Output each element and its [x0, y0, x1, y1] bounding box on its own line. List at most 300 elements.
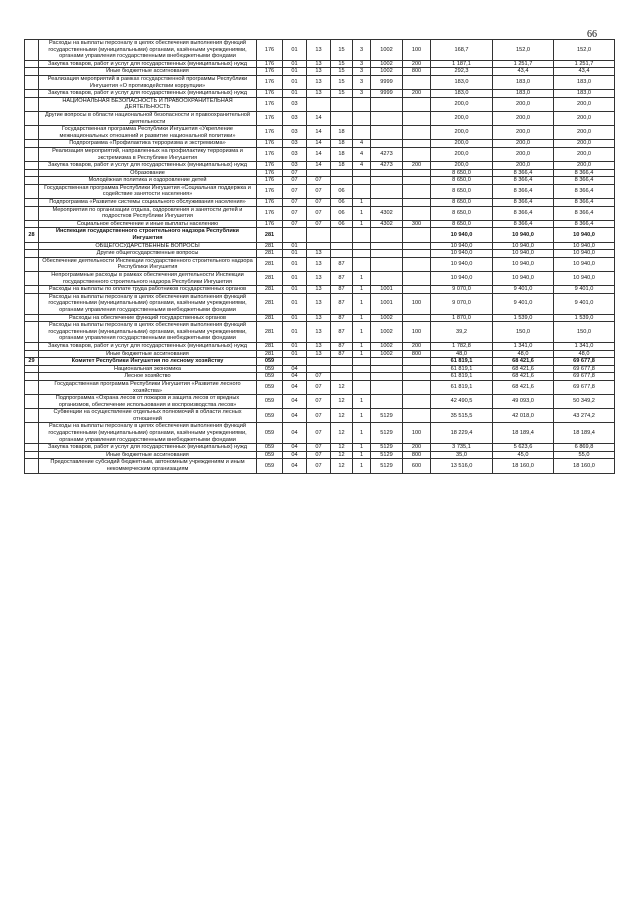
ministry-code-cell: 059	[257, 395, 283, 409]
amount-year1-cell: 48,0	[431, 350, 493, 358]
expense-type-code-cell: 100	[403, 423, 431, 444]
row-number-cell	[25, 272, 39, 286]
amount-year1-cell: 61 819,1	[431, 365, 493, 373]
section-code-cell: 01	[283, 286, 307, 294]
amount-year2-cell: 68 421,6	[493, 380, 554, 394]
table-row	[25, 90, 615, 98]
amount-year1-cell: 3 735,1	[431, 444, 493, 452]
expense-name-cell: Расходы на выплаты персоналу в целях обеспечения выполнения функций государственными (муниципальными) органами, казёнными учреждениями, органами управления государственными внебюджетными фондами	[39, 40, 257, 61]
table-row	[25, 228, 615, 242]
expense-name-cell: Обеспечение деятельности Инспекции государственного строительного надзора Республики Ингушетия	[39, 257, 257, 271]
direction-code-cell	[371, 380, 403, 394]
program-code-cell: 12	[331, 444, 353, 452]
row-number-cell	[25, 177, 39, 185]
subprogram-code-cell: 4	[353, 147, 371, 161]
row-number-cell	[25, 409, 39, 423]
program-code-cell: 18	[331, 140, 353, 148]
ministry-code-cell: 059	[257, 380, 283, 394]
expense-type-code-cell	[403, 206, 431, 220]
section-code-cell: 01	[283, 342, 307, 350]
subsection-code-cell: 13	[307, 314, 331, 322]
ministry-code-cell: 176	[257, 199, 283, 207]
program-code-cell: 18	[331, 126, 353, 140]
section-code-cell: 07	[283, 199, 307, 207]
amount-year3-cell: 69 677,8	[554, 358, 615, 366]
subsection-code-cell: 13	[307, 342, 331, 350]
amount-year3-cell: 55,0	[554, 451, 615, 459]
subsection-code-cell: 07	[307, 380, 331, 394]
amount-year3-cell: 1 539,0	[554, 314, 615, 322]
subprogram-code-cell	[353, 358, 371, 366]
ministry-code-cell: 059	[257, 451, 283, 459]
expense-type-code-cell	[403, 365, 431, 373]
program-code-cell: 87	[331, 342, 353, 350]
page-number: 66	[587, 29, 597, 40]
amount-year2-cell: 10 940,0	[493, 242, 554, 250]
expense-type-code-cell: 100	[403, 322, 431, 343]
program-code-cell: 18	[331, 162, 353, 170]
amount-year3-cell: 8 366,4	[554, 199, 615, 207]
amount-year1-cell: 1 782,8	[431, 342, 493, 350]
amount-year3-cell: 50 349,2	[554, 395, 615, 409]
expense-name-cell: Образование	[39, 169, 257, 177]
row-number-cell	[25, 220, 39, 228]
row-number-cell	[25, 373, 39, 381]
row-number-cell	[25, 90, 39, 98]
subprogram-code-cell: 1	[353, 451, 371, 459]
amount-year2-cell: 152,0	[493, 40, 554, 61]
amount-year3-cell: 8 366,4	[554, 177, 615, 185]
expense-name-cell: Закупка товаров, работ и услуг для государственных (муниципальных) нужд	[39, 60, 257, 68]
table-row	[25, 342, 615, 350]
ministry-code-cell: 281	[257, 257, 283, 271]
program-code-cell	[331, 373, 353, 381]
amount-year3-cell: 152,0	[554, 40, 615, 61]
section-code-cell: 01	[283, 293, 307, 314]
subprogram-code-cell: 1	[353, 293, 371, 314]
row-number-cell	[25, 286, 39, 294]
subprogram-code-cell: 4	[353, 140, 371, 148]
ministry-code-cell: 281	[257, 250, 283, 258]
row-number-cell	[25, 444, 39, 452]
row-number-cell	[25, 365, 39, 373]
ministry-code-cell: 281	[257, 350, 283, 358]
expense-type-code-cell	[403, 242, 431, 250]
ministry-code-cell: 176	[257, 40, 283, 61]
subsection-code-cell: 14	[307, 162, 331, 170]
table-row	[25, 126, 615, 140]
amount-year2-cell: 10 940,0	[493, 257, 554, 271]
section-code-cell: 07	[283, 220, 307, 228]
amount-year2-cell: 200,0	[493, 111, 554, 125]
expense-type-code-cell: 200	[403, 90, 431, 98]
program-code-cell: 18	[331, 147, 353, 161]
table-row	[25, 423, 615, 444]
section-code-cell: 04	[283, 373, 307, 381]
table-row	[25, 162, 615, 170]
expense-name-cell: Иные бюджетные ассигнования	[39, 451, 257, 459]
direction-code-cell: 5129	[371, 459, 403, 473]
amount-year1-cell: 18 229,4	[431, 423, 493, 444]
amount-year2-cell: 9 401,0	[493, 286, 554, 294]
amount-year3-cell: 200,0	[554, 126, 615, 140]
ministry-code-cell: 059	[257, 444, 283, 452]
amount-year3-cell: 18 189,4	[554, 423, 615, 444]
section-code-cell: 03	[283, 162, 307, 170]
program-code-cell: 15	[331, 90, 353, 98]
subsection-code-cell: 14	[307, 126, 331, 140]
amount-year3-cell: 200,0	[554, 111, 615, 125]
amount-year2-cell: 18 189,4	[493, 423, 554, 444]
subprogram-code-cell	[353, 111, 371, 125]
amount-year2-cell: 150,0	[493, 322, 554, 343]
subprogram-code-cell: 3	[353, 60, 371, 68]
section-code-cell: 03	[283, 97, 307, 111]
direction-code-cell: 1002	[371, 350, 403, 358]
table-row	[25, 409, 615, 423]
direction-code-cell	[371, 140, 403, 148]
section-code-cell: 04	[283, 459, 307, 473]
expense-name-cell: Расходы на выплаты персоналу в целях обеспечения выполнения функций государственными (муниципальными) органами, казёнными учреждениями, органами управления государственными внебюджетными фондами	[39, 322, 257, 343]
expense-name-cell: Расходы на обеспечение функций государственных органов	[39, 314, 257, 322]
subprogram-code-cell	[353, 228, 371, 242]
table-row	[25, 395, 615, 409]
ministry-code-cell: 176	[257, 177, 283, 185]
budget-table-body	[25, 40, 615, 474]
direction-code-cell	[371, 199, 403, 207]
direction-code-cell: 5129	[371, 409, 403, 423]
program-code-cell	[331, 358, 353, 366]
amount-year1-cell: 168,7	[431, 40, 493, 61]
table-row	[25, 322, 615, 343]
direction-code-cell: 9999	[371, 75, 403, 89]
table-row	[25, 242, 615, 250]
table-row	[25, 140, 615, 148]
amount-year1-cell: 200,0	[431, 162, 493, 170]
direction-code-cell	[371, 177, 403, 185]
subprogram-code-cell: 1	[353, 423, 371, 444]
expense-name-cell: Предоставление субсидий бюджетным, автономным учреждениям и иным некоммерческим организациям	[39, 459, 257, 473]
program-code-cell	[331, 169, 353, 177]
table-row	[25, 147, 615, 161]
subsection-code-cell: 13	[307, 90, 331, 98]
section-code-cell: 04	[283, 380, 307, 394]
expense-name-cell: Подпрограмма «Профилактика терроризма и экстремизма»	[39, 140, 257, 148]
table-row	[25, 272, 615, 286]
expense-name-cell: Подпрограмма «Охрана лесов от пожаров и защита лесов от вредных организмов, обеспечение использования и воспроизводства лесов»	[39, 395, 257, 409]
direction-code-cell: 4273	[371, 147, 403, 161]
subsection-code-cell: 07	[307, 220, 331, 228]
subprogram-code-cell: 4	[353, 162, 371, 170]
subsection-code-cell	[307, 365, 331, 373]
table-row	[25, 97, 615, 111]
direction-code-cell: 1002	[371, 40, 403, 61]
expense-name-cell: Комитет Республики Ингушетия по лесному хозяйству	[39, 358, 257, 366]
section-code-cell: 01	[283, 68, 307, 76]
table-row	[25, 373, 615, 381]
expense-type-code-cell	[403, 272, 431, 286]
direction-code-cell	[371, 250, 403, 258]
row-number-cell	[25, 75, 39, 89]
expense-name-cell: Закупка товаров, работ и услуг для государственных (муниципальных) нужд	[39, 342, 257, 350]
expense-type-code-cell	[403, 314, 431, 322]
expense-type-code-cell: 200	[403, 60, 431, 68]
subprogram-code-cell: 1	[353, 395, 371, 409]
expense-type-code-cell: 600	[403, 459, 431, 473]
program-code-cell: 87	[331, 293, 353, 314]
subprogram-code-cell	[353, 126, 371, 140]
subprogram-code-cell: 1	[353, 342, 371, 350]
expense-type-code-cell	[403, 395, 431, 409]
row-number-cell	[25, 184, 39, 198]
expense-name-cell: Социальное обеспечение и иные выплаты населению	[39, 220, 257, 228]
direction-code-cell: 1001	[371, 293, 403, 314]
subsection-code-cell: 07	[307, 395, 331, 409]
table-row	[25, 177, 615, 185]
expense-type-code-cell: 800	[403, 350, 431, 358]
expense-type-code-cell: 300	[403, 220, 431, 228]
expense-type-code-cell	[403, 111, 431, 125]
subprogram-code-cell: 3	[353, 75, 371, 89]
direction-code-cell: 5129	[371, 423, 403, 444]
subprogram-code-cell: 3	[353, 68, 371, 76]
subsection-code-cell: 13	[307, 286, 331, 294]
amount-year1-cell: 39,2	[431, 322, 493, 343]
section-code-cell: 03	[283, 126, 307, 140]
amount-year2-cell: 8 366,4	[493, 199, 554, 207]
subsection-code-cell: 07	[307, 459, 331, 473]
program-code-cell: 15	[331, 60, 353, 68]
subprogram-code-cell: 3	[353, 90, 371, 98]
subprogram-code-cell: 1	[353, 444, 371, 452]
expense-name-cell: Расходы на выплаты по оплате труда работников государственных органов	[39, 286, 257, 294]
program-code-cell: 87	[331, 350, 353, 358]
expense-type-code-cell	[403, 409, 431, 423]
program-code-cell	[331, 177, 353, 185]
subprogram-code-cell: 1	[353, 322, 371, 343]
amount-year1-cell: 10 940,0	[431, 272, 493, 286]
expense-type-code-cell: 200	[403, 162, 431, 170]
amount-year1-cell: 8 650,0	[431, 199, 493, 207]
direction-code-cell	[371, 184, 403, 198]
subprogram-code-cell	[353, 97, 371, 111]
expense-name-cell: Закупка товаров, работ и услуг для государственных (муниципальных) нужд	[39, 444, 257, 452]
amount-year3-cell: 43 274,2	[554, 409, 615, 423]
expense-type-code-cell	[403, 257, 431, 271]
amount-year1-cell: 35,0	[431, 451, 493, 459]
amount-year2-cell: 68 421,6	[493, 358, 554, 366]
subsection-code-cell: 07	[307, 184, 331, 198]
subsection-code-cell	[307, 358, 331, 366]
section-code-cell: 01	[283, 322, 307, 343]
amount-year3-cell: 8 366,4	[554, 220, 615, 228]
amount-year1-cell: 42 490,5	[431, 395, 493, 409]
amount-year1-cell: 200,0	[431, 126, 493, 140]
amount-year3-cell: 8 366,4	[554, 184, 615, 198]
program-code-cell	[331, 365, 353, 373]
section-code-cell: 07	[283, 206, 307, 220]
subsection-code-cell	[307, 169, 331, 177]
subsection-code-cell: 07	[307, 199, 331, 207]
subsection-code-cell: 14	[307, 140, 331, 148]
expense-name-cell: Другие вопросы в области национальной безопасности и правоохранительной деятельности	[39, 111, 257, 125]
expense-type-code-cell: 800	[403, 68, 431, 76]
table-row	[25, 286, 615, 294]
amount-year1-cell: 10 940,0	[431, 228, 493, 242]
expense-name-cell: Расходы на выплаты персоналу в целях обеспечения выполнения функций государственными (муниципальными) органами, казёнными учреждениями, органами управления государственными внебюджетными фондами	[39, 293, 257, 314]
subsection-code-cell: 07	[307, 206, 331, 220]
amount-year2-cell: 45,0	[493, 451, 554, 459]
amount-year2-cell: 200,0	[493, 126, 554, 140]
amount-year2-cell: 18 160,0	[493, 459, 554, 473]
direction-code-cell	[371, 126, 403, 140]
section-code-cell: 04	[283, 365, 307, 373]
ministry-code-cell: 059	[257, 423, 283, 444]
subprogram-code-cell: 1	[353, 350, 371, 358]
direction-code-cell: 1002	[371, 342, 403, 350]
expense-name-cell: Подпрограмма «Развитие системы социального обслуживания населения»	[39, 199, 257, 207]
amount-year2-cell: 8 366,4	[493, 206, 554, 220]
expense-type-code-cell	[403, 177, 431, 185]
amount-year1-cell: 200,0	[431, 97, 493, 111]
section-code-cell: 03	[283, 140, 307, 148]
amount-year2-cell: 1 341,0	[493, 342, 554, 350]
ministry-code-cell: 281	[257, 314, 283, 322]
row-number-cell: 28	[25, 228, 39, 242]
program-code-cell: 06	[331, 184, 353, 198]
program-code-cell: 12	[331, 459, 353, 473]
section-code-cell: 01	[283, 40, 307, 61]
row-number-cell	[25, 322, 39, 343]
section-code-cell: 03	[283, 111, 307, 125]
section-code-cell: 07	[283, 177, 307, 185]
section-code-cell: 01	[283, 257, 307, 271]
subprogram-code-cell	[353, 257, 371, 271]
amount-year2-cell: 5 623,6	[493, 444, 554, 452]
subprogram-code-cell: 1	[353, 409, 371, 423]
direction-code-cell: 1002	[371, 60, 403, 68]
expense-type-code-cell: 200	[403, 444, 431, 452]
amount-year1-cell: 9 070,0	[431, 293, 493, 314]
subsection-code-cell: 13	[307, 68, 331, 76]
row-number-cell	[25, 199, 39, 207]
amount-year2-cell: 42 018,0	[493, 409, 554, 423]
program-code-cell: 12	[331, 409, 353, 423]
expense-name-cell: Расходы на выплаты персоналу в целях обеспечения выполнения функций государственными (муниципальными) органами, казёнными учреждениями, органами управления государственными внебюджетными фондами	[39, 423, 257, 444]
section-code-cell: 01	[283, 242, 307, 250]
amount-year2-cell: 8 366,4	[493, 220, 554, 228]
expense-name-cell: Закупка товаров, работ и услуг для государственных (муниципальных) нужд	[39, 162, 257, 170]
subprogram-code-cell	[353, 380, 371, 394]
section-code-cell: 04	[283, 395, 307, 409]
ministry-code-cell: 281	[257, 342, 283, 350]
row-number-cell	[25, 342, 39, 350]
amount-year2-cell: 10 940,0	[493, 228, 554, 242]
expense-type-code-cell: 100	[403, 293, 431, 314]
ministry-code-cell: 176	[257, 169, 283, 177]
row-number-cell	[25, 147, 39, 161]
table-row	[25, 358, 615, 366]
table-row	[25, 451, 615, 459]
expense-name-cell: Закупка товаров, работ и услуг для государственных (муниципальных) нужд	[39, 90, 257, 98]
ministry-code-cell: 176	[257, 97, 283, 111]
row-number-cell	[25, 250, 39, 258]
program-code-cell: 87	[331, 272, 353, 286]
row-number-cell	[25, 140, 39, 148]
row-number-cell	[25, 451, 39, 459]
table-row	[25, 314, 615, 322]
subsection-code-cell	[307, 97, 331, 111]
row-number-cell	[25, 459, 39, 473]
direction-code-cell	[371, 272, 403, 286]
direction-code-cell: 5129	[371, 451, 403, 459]
section-code-cell: 01	[283, 350, 307, 358]
section-code-cell: 04	[283, 409, 307, 423]
expense-type-code-cell	[403, 199, 431, 207]
amount-year2-cell: 200,0	[493, 97, 554, 111]
expense-name-cell: Мероприятия по организации отдыха, оздоровления и занятости детей и подростков Республики Ингушетия	[39, 206, 257, 220]
amount-year2-cell: 43,4	[493, 68, 554, 76]
program-code-cell: 87	[331, 314, 353, 322]
direction-code-cell	[371, 242, 403, 250]
row-number-cell	[25, 206, 39, 220]
expense-type-code-cell	[403, 126, 431, 140]
ministry-code-cell: 176	[257, 126, 283, 140]
subsection-code-cell: 13	[307, 250, 331, 258]
expense-name-cell: Молодёжная политика и оздоровление детей	[39, 177, 257, 185]
ministry-code-cell: 059	[257, 373, 283, 381]
expense-name-cell: Государственная программа Республики Ингушетия «Развитие лесного хозяйства»	[39, 380, 257, 394]
ministry-code-cell: 176	[257, 147, 283, 161]
table-row	[25, 365, 615, 373]
expense-type-code-cell: 200	[403, 342, 431, 350]
expense-type-code-cell	[403, 147, 431, 161]
program-code-cell: 12	[331, 423, 353, 444]
table-row	[25, 206, 615, 220]
program-code-cell	[331, 97, 353, 111]
expense-name-cell: Лесное хозяйство	[39, 373, 257, 381]
amount-year1-cell: 200,0	[431, 140, 493, 148]
ministry-code-cell: 176	[257, 140, 283, 148]
subprogram-code-cell	[353, 169, 371, 177]
program-code-cell: 15	[331, 75, 353, 89]
section-code-cell: 01	[283, 314, 307, 322]
row-number-cell	[25, 60, 39, 68]
amount-year3-cell: 43,4	[554, 68, 615, 76]
expense-type-code-cell	[403, 97, 431, 111]
section-code-cell: 01	[283, 75, 307, 89]
row-number-cell	[25, 40, 39, 61]
subprogram-code-cell: 1	[353, 286, 371, 294]
row-number-cell	[25, 257, 39, 271]
amount-year1-cell: 8 650,0	[431, 184, 493, 198]
amount-year3-cell: 183,0	[554, 90, 615, 98]
amount-year2-cell: 200,0	[493, 162, 554, 170]
program-code-cell: 12	[331, 380, 353, 394]
section-code-cell	[283, 228, 307, 242]
amount-year3-cell: 69 677,8	[554, 380, 615, 394]
section-code-cell: 01	[283, 250, 307, 258]
amount-year3-cell: 69 677,8	[554, 373, 615, 381]
subprogram-code-cell: 1	[353, 314, 371, 322]
direction-code-cell: 1002	[371, 322, 403, 343]
row-number-cell	[25, 314, 39, 322]
program-code-cell: 87	[331, 286, 353, 294]
amount-year3-cell: 1 341,0	[554, 342, 615, 350]
table-row	[25, 75, 615, 89]
table-row	[25, 169, 615, 177]
row-number-cell	[25, 126, 39, 140]
